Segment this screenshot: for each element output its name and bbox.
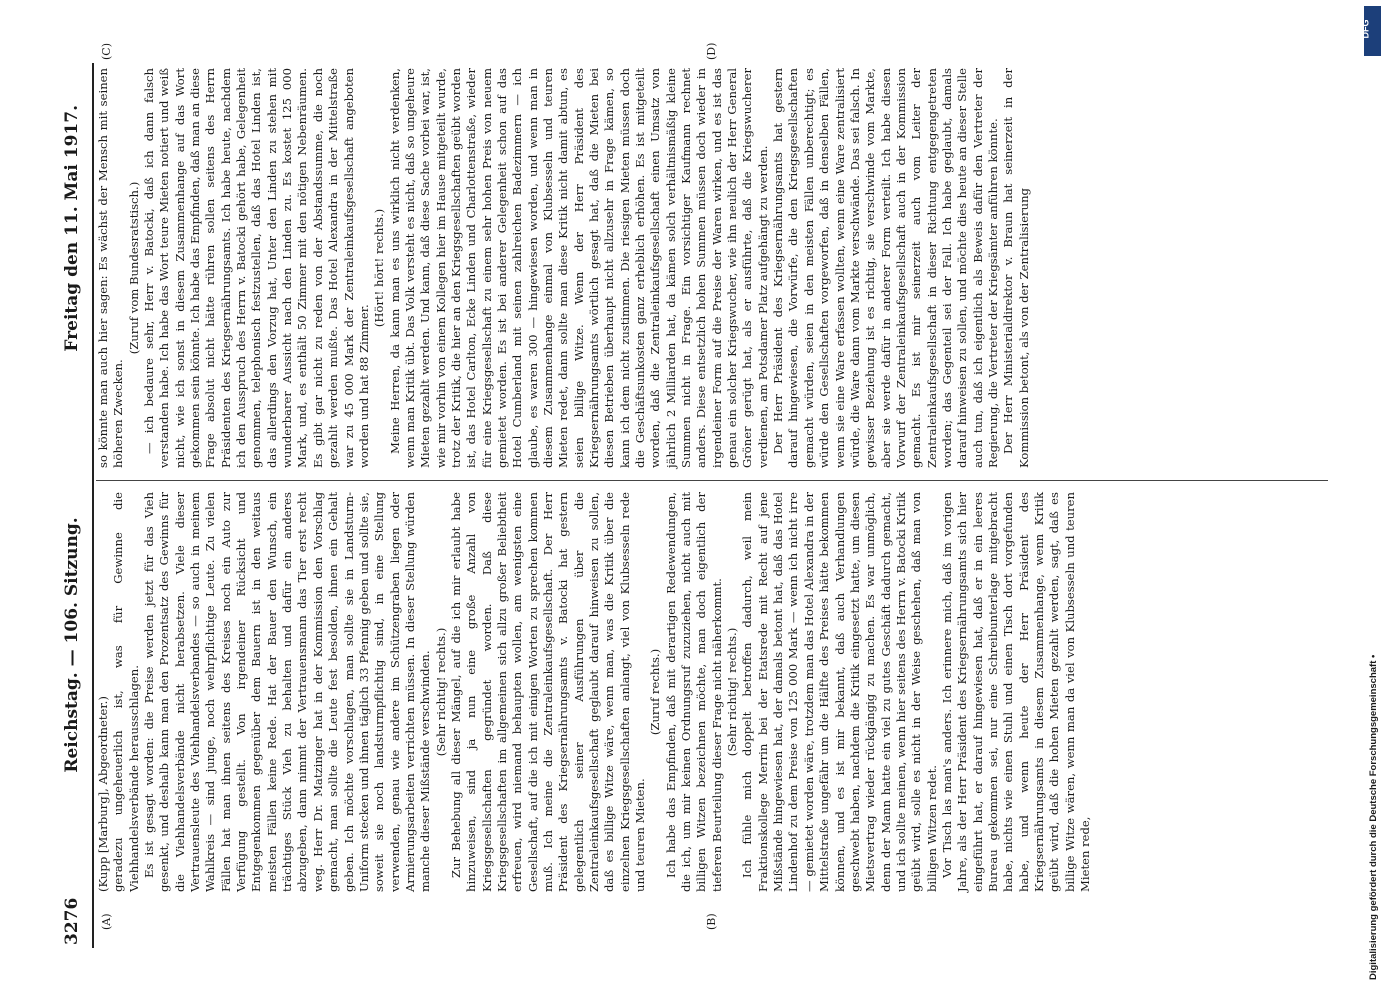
margin-mark-a: (A): [100, 913, 113, 930]
dfg-logo: DFG: [1364, 6, 1381, 56]
session-date: Freitag den 11. Mai 1917.: [62, 105, 82, 352]
margin-mark-c: (C): [100, 43, 113, 60]
digitization-note: Digitalisierung gefördert durch die Deutsche Forschungsgemeinschaft •: [1368, 654, 1379, 980]
interjection: (Zuruf rechts.): [648, 648, 663, 736]
paragraph: Ich fühle mich doppelt betroffen dadurch, weil mein Fraktionskollege Merrin bei der Etatsrede mit Recht auf jene Mißstände hingewiesen hat, der damals betont hat, daß das Hotel Lindenhof zu dem Preise von 125 000 Mark — wenn ich nicht irre — gemietet worden wäre, trotzdem man das Hotel Alexandra in der Mittelstraße ungefähr um die Hälfte des Preises hätte bekommen können, und es ist mir bekannt, daß auch Verhandlungen geschwebt haben, nachdem die Kritik eingesetzt hatte, um diesen Mietsvertrag wieder rückgängig zu machen. Es war unmöglich, denn der Mann hatte ein viel zu gutes Geschäft dadurch gemacht, und ich sollte meinen, wenn hier seitens des Herrn v. Batocki Kritik geübt wird, solle es nicht in der Weise geschehen, daß man von billigen Witzen redet.: [740, 492, 939, 892]
paragraph: Ich habe das Empfinden, daß mit derartigen Redewendungen, die ich, um mir keinen Ordnungsruf zuzuziehen, nicht auch mit billigen Witzen bezeichnen möchte, man doch eigentlich der tieferen Beurteilung dieser Frage nicht näherkommt.: [663, 492, 724, 892]
paragraph: Der Herr Präsident des Kriegsernährungsamts hat gestern darauf hingewiesen, die Vorwürfe, die den Kriegsgesellschaften gemacht würden, seien in den meisten Fällen unberechtigt; es würde den Gesellschaften vorgeworfen, daß in denselben Fällen, wenn sie eine Ware erfassen wollten, wenn eine Ware zentralisiert würde, die Ware dann vom Markte verschwände. Das sei falsch. In gewisser Beziehung ist es richtig, sie verschwinde vom Markte, aber sie werde dafür in anderer Form verteilt. Ich habe diesen Vorwurf der Zentraleinkaufsgesellschaft auch in der Kommission gemacht. Es ist mir seinerzeit auch vom Leiter der Zentraleinkaufsgesellschaft in dieser Richtung entgegengetreten worden; das Gegenteil sei der Fall. Ich habe geglaubt, damals darauf hinweisen zu sollen, und möchte dies heute an dieser Stelle auch tun, daß ich eigentlich als Beweis dafür den Vertreter der Regierung, die Vertreter der Kriegsämter anführen könnte.: [771, 68, 1000, 468]
paragraph: — ich bedaure sehr, Herr v. Batocki, daß ich dann falsch verstanden habe. Ich habe das Wort teure Mieten notiert und weiß nicht, wie ich sonst in diesem Zusammenhange auf das Wort gekommen sein könnte. Ich habe das Empfinden, daß man an diese Frage absolut nicht hätte rühren sollen seitens des Herrn Präsidenten des Kriegsernährungsamts. Ich habe heute, nachdem ich den Ausspruch des Herrn v. Batocki gehört habe, Gelegenheit genommen, telephonisch festzustellen, daß das Hotel Linden ist, das allerdings den Vorzug hat, Unter den Linden zu stehen mit wunderbarer Aussicht nach den Linden zu. Es kostet 125 000 Mark, und, es enthält 50 Zimmer mit den nötigen Nebenräumen. Es gibt gar nicht zu reden von der Abstandssumme, die noch gezahlt werden mußte. Das Hotel Alexandra in der Mittelstraße war zu 45 000 Mark der Zentraleinkaufsgesellschaft angeboten worden und hat 88 Zimmer.: [142, 68, 371, 468]
page-number: 3276: [62, 897, 82, 945]
paragraph: so könnte man auch hier sagen: Es wächst der Mensch mit seinen höheren Zwecken.: [96, 68, 126, 468]
paragraph: geradezu ungeheuerlich ist, was für Gewinne die Viehhandelsverbände herausschlagen.: [111, 492, 141, 892]
paragraph: Meine Herren, da kann man es uns wirklich nicht verdenken, wenn man Kritik übt. Das Volk versteht es nicht, daß so ungeheure Mieten gezahlt werden. Und kann, daß diese Sache vorbei war, ist, wie mir vorhin von einem Kollegen hier im Hause mitgeteilt wurde, trotz der Kritik, die hier an den Kriegsgesellschaften geübt worden ist, das Hotel Carlton, Ecke Linden und Charlottenstraße, wieder für eine Kriegsgesellschaft zu einem sehr hohen Preis von neuem gemietet worden. Es ist bei anderer Gelegenheit schon auf das Hotel Cumberland mit seinen zahlreichen Badezimmern — ich glaube, es waren 300 — hingewiesen worden, und wenn man in diesem Zusammenhange einmal von Klubsesseln und teuren Mieten redet, dann sollte man diese Kritik nicht damit abtun, es seien billige Witze. Wenn der Herr Präsident des Kriegsernährungsamts wörtlich gesagt hat, daß die Mieten bei diesen Betrieben überhaupt nicht allzusehr in Frage kämen, so kann ich dem nicht zustimmen. Die riesigen Mieten müssen doch die Geschäftsunkosten ganz erheblich erhöhen. Es ist mitgeteilt worden, daß die Zentraleinkaufsgesellschaft einen Umsatz von jährlich 2 Milliarden hat, da kämen solch verhältnismäßig kleine Summen nicht in Frage. Ein vorsichtiger Kaufmann rechnet anders. Diese entsetzlich hohen Summen müssen doch wieder in irgendeiner Form auf die Preise der Waren wirken, und es ist das genau ein solcher Kriegswucher, wie ihn neulich der Herr General Gröner gerügt hat, als er ausführte, daß die Kriegswucherer verdienen, am Potsdamer Platz aufgehängt zu werden.: [387, 68, 770, 468]
header-rule: [92, 63, 94, 948]
paragraph: Es ist gesagt worden: die Preise werden jetzt für das Vieh gesenkt, und deshalb kann man den Prozentsatz des Gewinns für die Viehhandelsverbände nicht herabsetzen. Viele dieser Vertrauensleute des Viehhandelsverbandes — so auch in meinem Wahlkreis — sind junge, noch wehrpflichtige Leute. Zu vielen Fällen hat man ihnen seitens des Kreises noch ein Auto zur Verfügung gestellt. Von irgendeiner Rücksicht und Entgegenkommen gegenüber dem Bauern ist in den weitaus meisten Fällen keine Rede. Hat der Bauer den Wunsch, ein trächtiges Stück Vieh zu behalten und dafür ein anderes abzugeben, dann nimmt der Vertrauensmann das Tier erst recht weg. Herr Dr. Matzinger hat in der Kommission den Vorschlag gemacht, man sollte die Leute fest besolden, ihnen ein Gehalt geben. Ich möchte vorschlagen, man sollte sie in Landsturm-Uniform stecken und ihnen täglich 33 Pfennig geben und sollte sie, soweit sie noch landsturmpflichtig sind, in eine Stellung verwenden, genau wie andere im Schützengraben liegen oder Armierungsarbeiten verrichten müssen. In dieser Stellung würden manche dieser Mißstände verschwinden.: [142, 492, 433, 892]
interjection: (Zuruf vom Bundesratstisch.): [126, 181, 141, 355]
page-header: [62, 65, 86, 945]
margin-mark-b: (B): [705, 913, 718, 930]
column-divider: [96, 480, 1328, 481]
margin-mark-d: (D): [705, 42, 718, 60]
speaker-line: (Kupp [Marburg], Abgeordneter.): [96, 696, 110, 892]
interjection: (Hört! hört! rechts.): [372, 208, 387, 328]
paragraph: Vor Tisch las man's anders. Ich erinnere mich, daß im vorigen Jahre, als der Herr Präsident des Kriegsernährungsamts sich hier eingeführt hat, er darauf hingewiesen hat, daß er in ein leeres Bureau gekommen sei, nur eine Schreibunterlage mitgebracht habe, nichts wie einen Stuhl und einen Tisch dort vorgefunden habe, und wenn heute der Herr Präsident des Kriegsernährungsamts in diesem Zusammenhange, wenn Kritik geübt wird, daß die hohen Mieten gezahlt werden, sagt, daß es billige Witze wären, wenn man da viel von Klubsesseln und teuren Mieten rede,: [939, 492, 1092, 892]
interjection: (Sehr richtig! rechts.): [725, 627, 740, 757]
interjection: (Sehr richtig! rechts.): [433, 627, 448, 757]
session-title: Reichstag. — 106. Sitzung.: [62, 517, 82, 773]
right-column: [96, 68, 1032, 468]
paragraph: Zur Behebung all dieser Mängel, auf die ich mir erlaubt habe hinzuweisen, sind ja nun eine große Anzahl von Kriegsgesellschaften gegründet worden. Daß diese Kriegsgesellschaften im allgemeinen sich allzu großer Beliebtheit erfreuen, wird niemand behaupten wollen, am wenigsten eine Gesellschaft, auf die ich mit einigen Worten zu sprechen kommen muß. Ich meine die Zentraleinkaufsgesellschaft. Der Herr Präsident des Kriegsernährungsamts v. Batocki hat gestern gelegentlich seiner Ausführungen über die Zentraleinkaufsgesellschaft geglaubt darauf hinweisen zu sollen, daß es billige Witze wäre, wenn man, was die Kritik über die einzelnen Kriegsgesellschaften anlangt, viel von Klubsesseln rede und teuren Mieten.: [448, 492, 648, 892]
left-column: [96, 492, 1093, 892]
paragraph: Der Herr Ministerialdirektor v. Braun hat seinerzeit in der Kommission betont, als von der Zentralisierung: [1001, 68, 1031, 468]
